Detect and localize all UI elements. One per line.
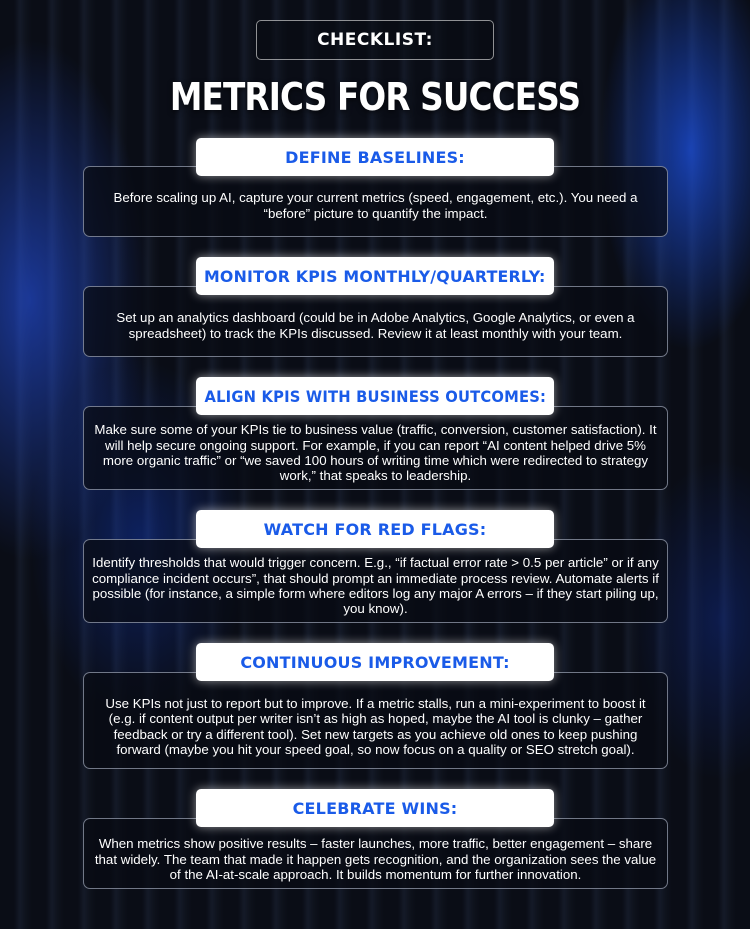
section-align-kpis-title (196, 377, 554, 415)
section-align-kpis-box (83, 406, 668, 490)
section-title: CONTINUOUS IMPROVEMENT: (240, 652, 510, 672)
section-body: When metrics show positive results – faster launches, more traffic, better engagement – share that widely. The team that made it happen gets recognition, and the organization sees the value of the AI-at-scale approach. It builds momentum for further innovation. (94, 836, 657, 883)
section-body: Set up an analytics dashboard (could be in Adobe Analytics, Google Analytics, or even a spreadsheet) to track the KPIs discussed. Review it at least monthly with your team. (116, 310, 635, 341)
section-title: DEFINE BASELINES: (285, 147, 465, 167)
section-body: Use KPIs not just to report but to improve. If a metric stalls, run a mini-experiment to boost it (e.g. if content output per writer isn’t as high as hoped, maybe the AI tool is clunky – gather feedback or try a different tool). Set new targets as you achieve old ones to keep pushing forward (maybe you hit your speed goal, so now focus on a quality or SEO stretch goal). (105, 695, 646, 757)
section-monitor-kpis-box (83, 286, 668, 357)
page-title: METRICS FOR SUCCESS (169, 75, 581, 119)
section-body: Identify thresholds that would trigger concern. E.g., “if factual error rate > 0.5 per article” or if any compliance incident occurs”, that should prompt an immediate process review. Automate alerts if possible (for instance, a simple form where editors log any major A errors – if they start piling up, you know). (92, 555, 659, 617)
section-monitor-kpis-title (196, 257, 554, 295)
checklist-label-text: CHECKLIST: (317, 30, 433, 50)
section-define-baselines-box (83, 166, 668, 237)
section-title: CELEBRATE WINS: (292, 798, 458, 818)
section-continuous-improvement-box (83, 672, 668, 769)
section-title: WATCH FOR RED FLAGS: (263, 519, 487, 539)
section-title: ALIGN KPIS WITH BUSINESS OUTCOMES: (204, 386, 546, 406)
section-celebrate-wins-title (196, 789, 554, 827)
section-continuous-improvement-title (196, 643, 554, 681)
checklist-label (256, 20, 494, 60)
section-body: Before scaling up AI, capture your current metrics (speed, engagement, etc.). You need a “before” picture to quantify the impact. (113, 190, 638, 221)
section-red-flags-box (83, 539, 668, 623)
section-celebrate-wins-box (83, 818, 668, 889)
section-title: MONITOR KPIS MONTHLY/QUARTERLY: (204, 266, 546, 286)
section-red-flags-title (196, 510, 554, 548)
section-body: Make sure some of your KPIs tie to business value (traffic, conversion, customer satisfaction). It will help secure ongoing support. For example, if you can report “AI content helped drive 5% more organic traffic” or “we saved 100 hours of writing time which were redirected to strategy work,” that speaks to leadership. (94, 422, 657, 484)
section-define-baselines-title (196, 138, 554, 176)
